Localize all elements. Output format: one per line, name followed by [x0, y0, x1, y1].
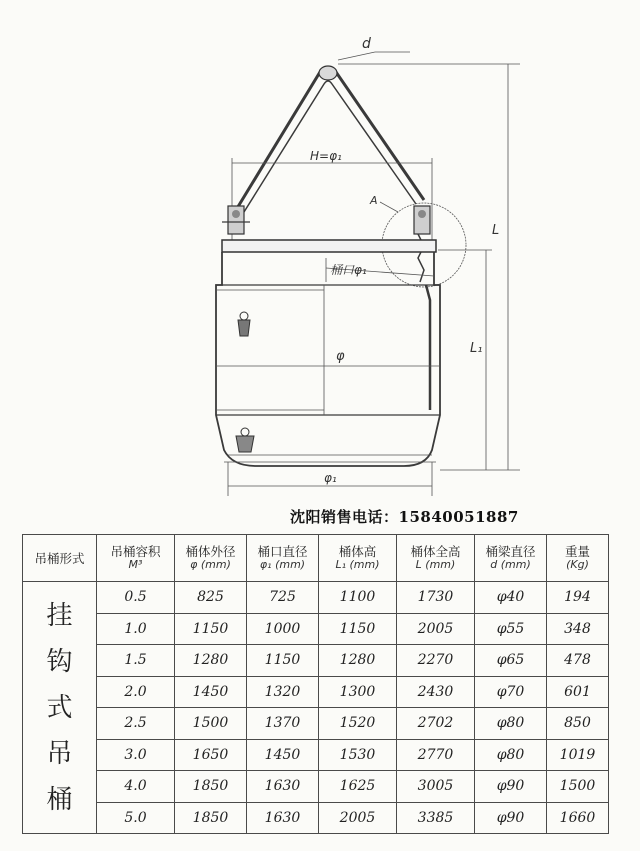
cell-mouth-diameter: 1450 [247, 739, 319, 771]
cell-body-height: 1100 [319, 582, 397, 614]
cell-outer-diameter: 1650 [175, 739, 247, 771]
spec-table [22, 534, 609, 834]
cell-total-height: 2702 [397, 708, 475, 740]
header-mouth-diameter: 桶口直径 φ₁ (mm) [247, 535, 319, 582]
cell-body-height: 1280 [319, 645, 397, 677]
label-l: L [492, 223, 500, 238]
cell-mouth-diameter: 1630 [247, 802, 319, 834]
phi-dimension [216, 349, 440, 366]
cell-outer-diameter: 1450 [175, 676, 247, 708]
cell-outer-diameter: 825 [175, 582, 247, 614]
cell-mouth-diameter: 1630 [247, 771, 319, 803]
cell-handle-diameter: φ55 [475, 613, 547, 645]
cell-mouth-diameter: 1370 [247, 708, 319, 740]
cell-handle-diameter: φ90 [475, 771, 547, 803]
header-body-height: 桶体高 L₁ (mm) [319, 535, 397, 582]
bucket-rim [222, 240, 436, 252]
label-h: H=φ₁ [310, 149, 342, 163]
cell-total-height: 1730 [397, 582, 475, 614]
cell-total-height: 2770 [397, 739, 475, 771]
header-handle-diameter: 桶梁直径 d (mm) [475, 535, 547, 582]
cell-weight: 478 [547, 645, 609, 677]
table-row [23, 582, 609, 614]
cell-weight: 850 [547, 708, 609, 740]
cell-weight: 348 [547, 613, 609, 645]
cell-handle-diameter: φ80 [475, 708, 547, 740]
cell-handle-diameter: φ70 [475, 676, 547, 708]
cell-volume: 5.0 [97, 802, 175, 834]
cell-mouth-diameter: 1150 [247, 645, 319, 677]
h-dimension [232, 149, 432, 248]
cell-body-height: 1520 [319, 708, 397, 740]
cell-total-height: 2270 [397, 645, 475, 677]
header-volume: 吊桶容积 M³ [97, 535, 175, 582]
cell-body-height: 2005 [319, 802, 397, 834]
sales-phone [290, 506, 519, 527]
label-phi1: φ₁ [324, 471, 337, 485]
table-row [23, 645, 609, 677]
cell-mouth-diameter: 1000 [247, 613, 319, 645]
cell-volume: 4.0 [97, 771, 175, 803]
emblem-lower [236, 428, 254, 452]
header-total-height: 桶体全高 L (mm) [397, 535, 475, 582]
table-row [23, 739, 609, 771]
table-row [23, 613, 609, 645]
phi1-dimension [228, 462, 432, 496]
cell-body-height: 1300 [319, 676, 397, 708]
table-header-row [23, 535, 609, 582]
label-d: d [362, 36, 371, 52]
cell-weight: 1660 [547, 802, 609, 834]
d-dimension [338, 36, 410, 60]
sales-phone-label: 沈阳销售电话： [290, 508, 399, 526]
cell-volume: 1.0 [97, 613, 175, 645]
table-row [23, 676, 609, 708]
cell-volume: 1.5 [97, 645, 175, 677]
header-type: 吊桶形式 [23, 535, 97, 582]
label-mouth: 桶口φ₁ [330, 263, 367, 277]
type-cell: 挂 钩 式 吊 桶 [23, 582, 97, 834]
cell-handle-diameter: φ65 [475, 645, 547, 677]
cell-outer-diameter: 1500 [175, 708, 247, 740]
cell-handle-diameter: φ80 [475, 739, 547, 771]
cell-total-height: 3385 [397, 802, 475, 834]
cell-total-height: 3005 [397, 771, 475, 803]
sales-phone-number: 15840051887 [398, 508, 519, 526]
cell-weight: 601 [547, 676, 609, 708]
cell-total-height: 2430 [397, 676, 475, 708]
cell-volume: 2.0 [97, 676, 175, 708]
cell-handle-diameter: φ90 [475, 802, 547, 834]
cell-weight: 194 [547, 582, 609, 614]
cell-weight: 1500 [547, 771, 609, 803]
cell-body-height: 1530 [319, 739, 397, 771]
cell-outer-diameter: 1280 [175, 645, 247, 677]
cell-volume: 0.5 [97, 582, 175, 614]
cell-mouth-diameter: 1320 [247, 676, 319, 708]
cell-body-height: 1625 [319, 771, 397, 803]
cell-outer-diameter: 1150 [175, 613, 247, 645]
l1-dimension [438, 250, 492, 470]
cell-total-height: 2005 [397, 613, 475, 645]
emblem-upper [238, 312, 250, 336]
cell-volume: 3.0 [97, 739, 175, 771]
cell-mouth-diameter: 725 [247, 582, 319, 614]
cell-weight: 1019 [547, 739, 609, 771]
label-a: A [370, 194, 378, 207]
cell-outer-diameter: 1850 [175, 771, 247, 803]
header-outer-diameter: 桶体外径 φ (mm) [175, 535, 247, 582]
table-row [23, 771, 609, 803]
cell-handle-diameter: φ40 [475, 582, 547, 614]
table-row [23, 708, 609, 740]
table-row [23, 802, 609, 834]
cell-outer-diameter: 1850 [175, 802, 247, 834]
cell-body-height: 1150 [319, 613, 397, 645]
bucket-handle [236, 66, 424, 212]
bucket-body [216, 252, 440, 466]
cell-volume: 2.5 [97, 708, 175, 740]
label-phi: φ [336, 349, 345, 364]
mouth-dimension [326, 258, 434, 282]
label-l1: L₁ [470, 341, 483, 356]
header-weight: 重量 (Kg) [547, 535, 609, 582]
